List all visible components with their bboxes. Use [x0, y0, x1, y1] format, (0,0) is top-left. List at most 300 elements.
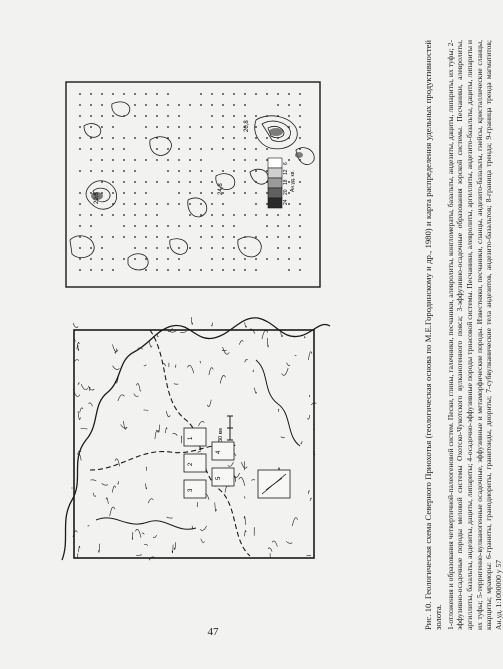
sample-dot	[79, 148, 81, 150]
sample-dot	[112, 192, 114, 194]
sample-dot	[178, 258, 180, 260]
sample-dot	[101, 115, 103, 117]
sample-dot	[156, 126, 158, 128]
sample-dot	[79, 137, 81, 139]
geology-stroke	[228, 462, 234, 466]
sample-dot	[266, 159, 268, 161]
sample-dot	[233, 104, 235, 106]
sample-dot	[178, 159, 180, 161]
sample-dot	[167, 247, 169, 249]
sample-dot	[244, 170, 246, 172]
sample-dot	[167, 115, 169, 117]
sample-dot	[189, 104, 191, 106]
sample-dot	[79, 104, 81, 106]
sample-dot	[123, 203, 125, 205]
sample-dot	[233, 115, 235, 117]
geology-stroke	[174, 384, 178, 385]
map-legend	[184, 428, 290, 498]
sample-dot	[123, 170, 125, 172]
sample-dot	[189, 159, 191, 161]
sample-dot	[233, 137, 235, 139]
sample-dot	[255, 148, 257, 150]
sample-dot	[167, 203, 169, 205]
sample-dot	[244, 192, 246, 194]
geology-stroke	[245, 322, 247, 327]
sample-dot	[288, 225, 290, 227]
sample-dot	[112, 181, 114, 183]
geology-stroke	[157, 334, 158, 337]
sample-dot	[255, 258, 257, 260]
sample-dot	[255, 126, 257, 128]
geology-stroke	[110, 507, 115, 516]
sample-dot	[145, 159, 147, 161]
sample-dot	[288, 93, 290, 95]
geology-stroke	[211, 323, 212, 326]
geology-stroke	[245, 496, 246, 498]
legend-number: 1	[188, 436, 194, 440]
sample-dot	[211, 93, 213, 95]
geology-stroke	[191, 317, 192, 324]
sample-dot	[112, 115, 114, 117]
sample-dot	[134, 225, 136, 227]
sample-dot	[112, 148, 114, 150]
legend-number: 5	[216, 476, 222, 480]
sample-dot	[244, 214, 246, 216]
geology-stroke	[158, 425, 159, 433]
geology-stroke	[173, 433, 178, 435]
geology-stroke	[199, 421, 205, 426]
sample-dot	[101, 247, 103, 249]
sample-dot	[211, 203, 213, 205]
geology-stroke	[201, 539, 205, 543]
sample-dot	[211, 170, 213, 172]
geology-stroke	[113, 366, 120, 370]
geology-stroke	[93, 493, 96, 497]
sample-dot	[189, 126, 191, 128]
sample-dot	[178, 170, 180, 172]
sample-dot	[244, 269, 246, 271]
sample-dot	[211, 181, 213, 183]
sample-dot	[112, 137, 114, 139]
sample-dot	[244, 148, 246, 150]
sample-dot	[156, 93, 158, 95]
sample-dot	[189, 269, 191, 271]
sample-dot	[255, 236, 257, 238]
geology-stroke	[79, 546, 80, 552]
sample-dot	[200, 93, 202, 95]
geology-stroke	[144, 365, 147, 366]
sample-dot	[222, 170, 224, 172]
scale-tick: 12	[283, 169, 289, 175]
geology-stroke	[180, 331, 186, 332]
sample-dot	[134, 137, 136, 139]
geology-stroke	[245, 359, 248, 362]
geology-stroke	[155, 430, 158, 439]
sample-dot	[244, 181, 246, 183]
sample-dot	[211, 104, 213, 106]
sample-dot	[233, 247, 235, 249]
sample-dot	[112, 159, 114, 161]
sample-dot	[288, 104, 290, 106]
sample-dot	[156, 247, 158, 249]
sample-dot	[101, 170, 103, 172]
sample-dot	[79, 214, 81, 216]
geology-stroke	[136, 383, 140, 391]
sample-dot	[156, 258, 158, 260]
geology-stroke	[292, 518, 297, 526]
sample-dot	[244, 115, 246, 117]
geology-stroke	[281, 437, 285, 438]
geology-stroke	[268, 548, 272, 552]
geology-stroke	[209, 368, 213, 375]
sample-dot	[266, 137, 268, 139]
sample-dot	[255, 203, 257, 205]
sample-dot	[211, 269, 213, 271]
geology-stroke	[239, 477, 245, 486]
sample-dot	[266, 192, 268, 194]
sample-dot	[167, 159, 169, 161]
sample-dot	[244, 93, 246, 95]
sample-dot	[222, 214, 224, 216]
sample-dot	[101, 159, 103, 161]
sample-points	[79, 93, 301, 271]
sample-dot	[101, 148, 103, 150]
geology-stroke	[308, 415, 310, 419]
sample-dot	[211, 236, 213, 238]
sample-dot	[90, 115, 92, 117]
sample-dot	[200, 181, 202, 183]
sample-dot	[200, 236, 202, 238]
sample-dot	[200, 269, 202, 271]
sample-dot	[112, 236, 114, 238]
sample-dot	[233, 93, 235, 95]
geology-stroke	[220, 375, 225, 383]
sample-dot	[299, 104, 301, 106]
sample-dot	[200, 148, 202, 150]
sample-dot	[90, 126, 92, 128]
point-label: 20,8	[94, 192, 100, 204]
geology-stroke	[112, 486, 115, 493]
geology-stroke	[198, 451, 201, 452]
sample-dot	[134, 115, 136, 117]
geology-stroke	[286, 541, 292, 543]
sample-dot	[233, 159, 235, 161]
sample-dot	[299, 214, 301, 216]
geology-stroke	[278, 409, 279, 412]
sample-dot	[90, 104, 92, 106]
geology-stroke	[88, 386, 94, 390]
sample-dot	[134, 104, 136, 106]
geology-stroke	[239, 341, 243, 345]
sample-dot	[156, 148, 158, 150]
sample-dot	[167, 126, 169, 128]
sample-dot	[233, 126, 235, 128]
caption-legend: 1-отложения и образования четвертичной-палеогеновой систем. Пески, глины, галечники, песчаники, алевролиты, конгломераты, базальты, андезиты, дациты, липариты, их туфы; 2-эффузивно-осадочные породы меловой системы Охотско-Чукотского вулканогенного пояса; 3-эффузивно-осадочные образования юрской системы. Песчаники, алевролиты, аргиллиты, базальты, андезиты, дациты, липариты; 4-осадочно-эффузивные породы триасовой системы. Песчаники, алевролиты, аргиллиты, андезито-базальты, дациты, липариты и их туфы; 5-терригенно-вулканогенные осадочные, эффузивные и метаморфические породы. Известняки, песчаники, сланцы, андезито-базальты, гнейсы, кристаллические сланцы, кварциты; мраморы: 6-граниты, гранодиориты, гранитоиды, диориты; 7-субвулканические тела андезитов, андезито-базальтов; 8-граница тренда; 9-граница тренда магматитов; Ан.уд. 1:1000000 у 57	[445, 40, 503, 630]
sample-dot	[299, 247, 301, 249]
sample-dot	[288, 159, 290, 161]
sample-dot	[277, 247, 279, 249]
sample-dot	[123, 159, 125, 161]
sample-dot	[156, 269, 158, 271]
geology-stroke	[253, 370, 254, 372]
sample-dot	[178, 269, 180, 271]
sample-dot	[145, 126, 147, 128]
sample-dot	[266, 93, 268, 95]
geology-stroke	[304, 336, 305, 338]
geology-stroke	[309, 395, 310, 397]
geology-stroke	[136, 555, 142, 556]
sample-dot	[156, 203, 158, 205]
sample-dot	[288, 214, 290, 216]
sample-dot	[200, 159, 202, 161]
sample-dot	[244, 159, 246, 161]
sample-dot	[299, 225, 301, 227]
sample-dot	[167, 258, 169, 260]
sample-dot	[178, 225, 180, 227]
sample-dot	[266, 170, 268, 172]
sample-dot	[288, 247, 290, 249]
sample-dot	[167, 104, 169, 106]
sample-dot	[79, 236, 81, 238]
sample-dot	[167, 148, 169, 150]
geology-stroke	[308, 491, 309, 494]
geology-stroke	[134, 394, 139, 397]
scale-tick: 20	[283, 189, 289, 195]
sample-dot	[200, 225, 202, 227]
geology-stroke	[262, 330, 268, 339]
geology-stroke	[162, 363, 165, 366]
sample-dot	[79, 126, 81, 128]
scale-title: Ан.уд. кв.	[290, 170, 296, 192]
sample-dot	[244, 137, 246, 139]
geology-stroke	[166, 517, 172, 518]
sample-dot	[233, 148, 235, 150]
geology-stroke	[118, 481, 119, 484]
sample-dot	[145, 258, 147, 260]
sample-dot	[145, 137, 147, 139]
sample-dot	[200, 214, 202, 216]
geological-map	[62, 317, 330, 560]
sample-dot	[255, 137, 257, 139]
sample-dot	[178, 181, 180, 183]
sample-dot	[222, 93, 224, 95]
sample-dot	[222, 225, 224, 227]
geology-stroke	[282, 368, 289, 375]
sample-dot	[178, 203, 180, 205]
sample-dot	[79, 258, 81, 260]
sample-dot	[145, 181, 147, 183]
geology-stroke	[251, 480, 255, 481]
sample-dot	[233, 258, 235, 260]
sample-dot	[101, 181, 103, 183]
sample-dot	[134, 247, 136, 249]
sample-dot	[101, 93, 103, 95]
geology-stroke	[132, 532, 133, 540]
sample-dot	[178, 115, 180, 117]
page-number: 47	[207, 626, 219, 638]
geology-stroke	[118, 395, 125, 401]
sample-dot	[222, 148, 224, 150]
sample-dot	[79, 192, 81, 194]
geology-stroke	[81, 384, 88, 389]
sample-dot	[101, 104, 103, 106]
sample-dot	[79, 93, 81, 95]
sample-dot	[189, 225, 191, 227]
sample-dot	[200, 126, 202, 128]
sample-dot	[244, 247, 246, 249]
sample-dot	[200, 247, 202, 249]
sample-dot	[189, 148, 191, 150]
sample-dot	[90, 214, 92, 216]
scale-tick: 6	[283, 162, 289, 165]
sample-dot	[90, 236, 92, 238]
sample-dot	[211, 115, 213, 117]
sample-dot	[277, 258, 279, 260]
sample-dot	[123, 148, 125, 150]
sample-dot	[156, 159, 158, 161]
geology-stroke	[272, 541, 277, 547]
sample-dot	[101, 137, 103, 139]
sample-dot	[90, 159, 92, 161]
sample-dot	[90, 225, 92, 227]
sample-dot	[79, 170, 81, 172]
sample-dot	[266, 214, 268, 216]
sample-dot	[255, 159, 257, 161]
sample-dot	[255, 269, 257, 271]
geology-stroke	[102, 483, 108, 485]
sample-dot	[233, 192, 235, 194]
sample-dot	[222, 236, 224, 238]
sample-dot	[79, 225, 81, 227]
sample-dot	[299, 137, 301, 139]
sample-dot	[211, 214, 213, 216]
sample-dot	[90, 93, 92, 95]
sample-dot	[211, 225, 213, 227]
sample-dot	[222, 126, 224, 128]
sample-dot	[211, 126, 213, 128]
sample-dot	[178, 148, 180, 150]
sample-dot	[266, 236, 268, 238]
geology-stroke	[73, 323, 78, 328]
sample-dot	[222, 247, 224, 249]
sample-dot	[90, 247, 92, 249]
sample-dot	[222, 203, 224, 205]
sample-dot	[211, 148, 213, 150]
sample-dot	[134, 214, 136, 216]
sample-dot	[211, 192, 213, 194]
sample-dot	[134, 236, 136, 238]
geology-stroke	[200, 526, 207, 531]
sample-dot	[167, 236, 169, 238]
geology-stroke	[287, 363, 291, 366]
sample-dot	[299, 269, 301, 271]
sample-dot	[134, 159, 136, 161]
sample-dot	[233, 214, 235, 216]
sample-dot	[101, 258, 103, 260]
sample-dot	[112, 126, 114, 128]
sample-dot	[299, 93, 301, 95]
sample-dot	[112, 269, 114, 271]
sample-dot	[178, 137, 180, 139]
sample-dot	[255, 170, 257, 172]
sample-dot	[90, 192, 92, 194]
sample-dot	[145, 192, 147, 194]
geology-stroke	[91, 480, 97, 481]
sample-dot	[90, 269, 92, 271]
sample-dot	[134, 181, 136, 183]
sample-dot	[233, 170, 235, 172]
geology-stroke	[172, 545, 173, 553]
sample-dot	[101, 214, 103, 216]
geology-stroke	[301, 441, 302, 444]
legend-number: 3	[188, 488, 194, 492]
sample-dot	[178, 247, 180, 249]
geology-stroke	[99, 544, 100, 553]
sample-dot	[233, 269, 235, 271]
sample-dot	[288, 269, 290, 271]
sample-dot	[134, 93, 136, 95]
sample-dot	[288, 236, 290, 238]
sample-dot	[123, 93, 125, 95]
sample-dot	[178, 104, 180, 106]
sample-dot	[178, 192, 180, 194]
sample-dot	[134, 203, 136, 205]
geology-stroke	[200, 361, 201, 363]
sample-dot	[299, 258, 301, 260]
geology-stroke	[142, 533, 144, 535]
sample-dot	[134, 258, 136, 260]
sample-dot	[90, 148, 92, 150]
geology-stroke	[148, 499, 153, 504]
geology-stroke	[215, 503, 217, 512]
geology-stroke	[89, 403, 93, 407]
geology-stroke	[149, 342, 152, 348]
scale-bar	[268, 158, 282, 208]
sample-dot	[222, 269, 224, 271]
sample-dot	[101, 236, 103, 238]
sample-dot	[200, 170, 202, 172]
point-label: 20,8	[244, 120, 250, 132]
sample-dot	[90, 258, 92, 260]
sample-dot	[277, 214, 279, 216]
sample-dot	[156, 225, 158, 227]
geology-stroke	[88, 525, 90, 526]
sample-dot	[277, 236, 279, 238]
sample-dot	[189, 137, 191, 139]
sample-dot	[277, 225, 279, 227]
geology-stroke	[187, 365, 193, 373]
geology-stroke	[144, 544, 148, 545]
sample-dot	[167, 93, 169, 95]
sample-dot	[101, 269, 103, 271]
sample-dot	[277, 93, 279, 95]
sample-dot	[266, 225, 268, 227]
sample-dot	[145, 214, 147, 216]
sample-dot	[189, 181, 191, 183]
caption-title: Рис. 10. Геологическая схема Северного Приохотья (геологическая основа по М.Е.Городинскому и др., 1980) и карта распределения удельных продуктивностей золота.	[423, 40, 444, 630]
sample-dot	[189, 214, 191, 216]
point-label: 24,8	[218, 183, 224, 195]
sample-dot	[167, 269, 169, 271]
sample-dot	[123, 214, 125, 216]
geology-stroke	[166, 411, 170, 417]
sample-dot	[145, 93, 147, 95]
sample-dot	[277, 104, 279, 106]
sample-dot	[79, 269, 81, 271]
sample-dot	[112, 258, 114, 260]
sample-dot	[123, 181, 125, 183]
sample-dot	[255, 214, 257, 216]
